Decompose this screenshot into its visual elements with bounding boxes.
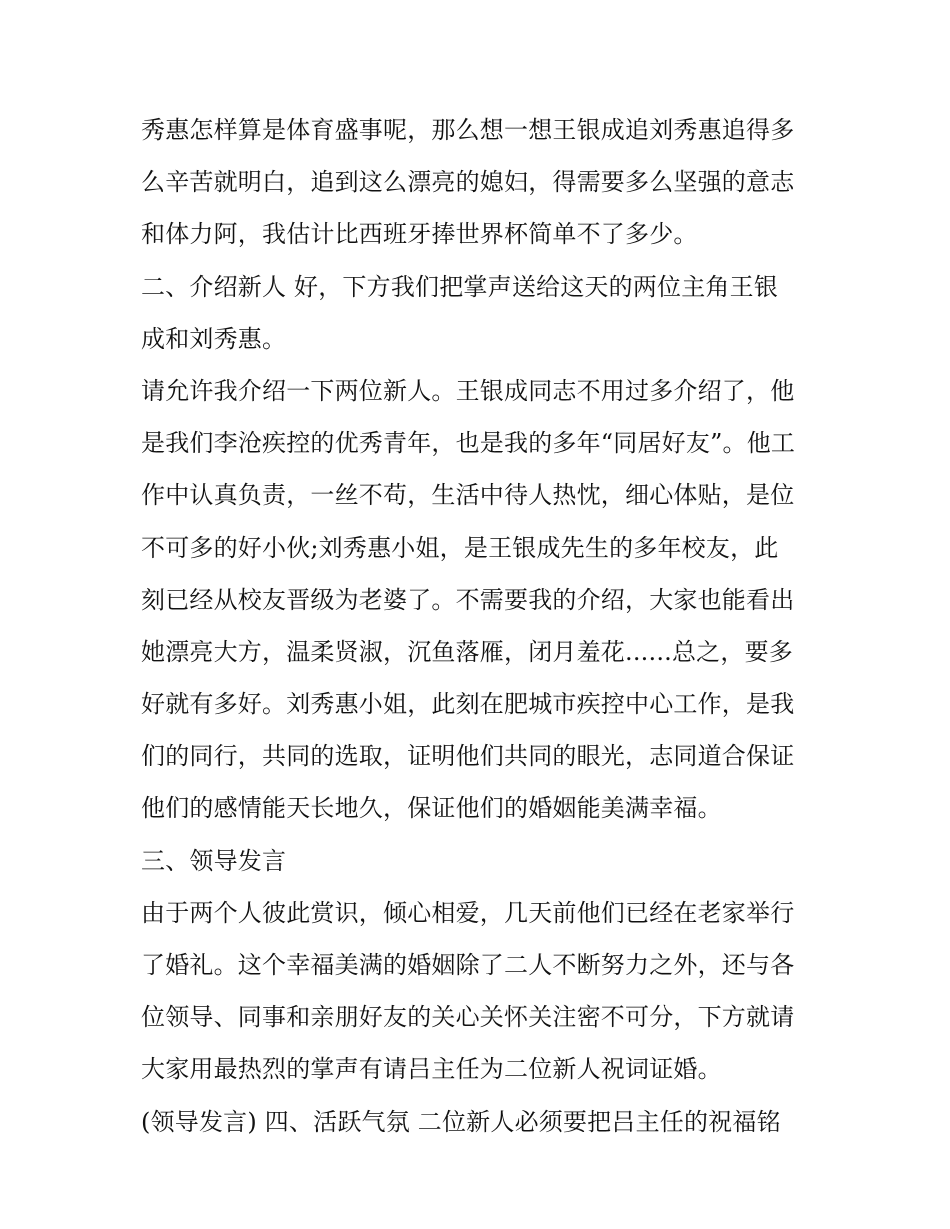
text-line: 了婚礼。这个幸福美满的婚姻除了二人不断努力之外，还与各 [141, 951, 795, 979]
section-heading-line: 二、介绍新人 好，下方我们把掌声送给这天的两位主角王银 [141, 272, 779, 301]
text-line: 秀惠怎样算是体育盛事呢，那么想一想王银成追刘秀惠追得多 [141, 116, 795, 144]
body-text [141, 108, 821, 1152]
text-line: 是我们李沧疾控的优秀青年，也是我的多年“同居好友”。他工 [141, 429, 796, 458]
text-line: 么辛苦就明白，追到这么漂亮的媳妇，得需要多么坚强的意志 [141, 168, 795, 197]
text-line: 好就有多好。刘秀惠小姐，此刻在肥城市疾控中心工作，是我 [141, 690, 795, 719]
text-line: 成和刘秀惠。 [141, 324, 287, 353]
text-line: 不可多的好小伙;刘秀惠小姐，是王银成先生的多年校友，此 [141, 533, 779, 562]
text-line: 她漂亮大方，温柔贤淑，沉鱼落雁，闭月羞花......总之，要多 [141, 637, 793, 666]
text-line: 位领导、同事和亲朋好友的关心关怀关注密不可分，下方就请 [141, 1003, 795, 1032]
text-line: 作中认真负责，一丝不苟，生活中待人热忱，细心体贴，是位 [141, 481, 795, 510]
text-line: 他们的感情能天长地久，保证他们的婚姻能美满幸福。 [141, 794, 722, 823]
text-line: 们的同行，共同的选取，证明他们共同的眼光，志同道合保证 [141, 742, 795, 771]
text-line: 和体力阿，我估计比西班牙捧世界杯简单不了多少。 [141, 220, 698, 249]
text-line: 由于两个人彼此赏识，倾心相爱，几天前他们已经在老家举行 [141, 898, 795, 927]
text-line: 大家用最热烈的掌声有请吕主任为二位新人祝词证婚。 [141, 1055, 722, 1084]
text-line: 请允许我介绍一下两位新人。王银成同志不用过多介绍了，他 [141, 376, 795, 405]
text-line: 刻已经从校友晋级为老婆了。不需要我的介绍，大家也能看出 [141, 585, 795, 614]
section-heading-line: 三、领导发言 [141, 846, 287, 875]
section-heading-line: (领导发言) 四、活跃气氛 二位新人必须要把吕主任的祝福铭 [141, 1107, 781, 1136]
